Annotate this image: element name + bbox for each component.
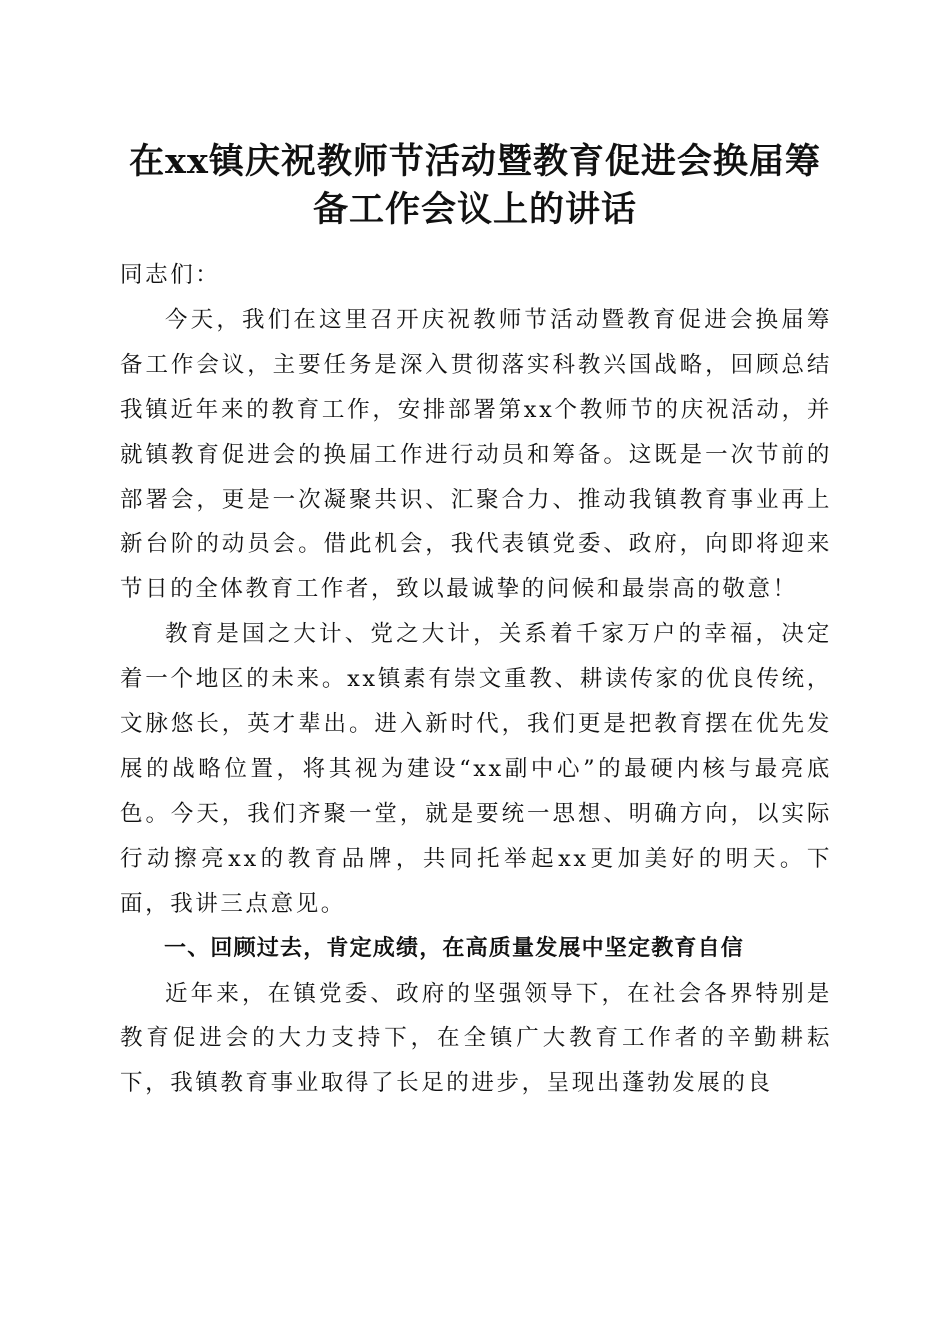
section-heading-1: 一、回顾过去，肯定成绩，在高质量发展中坚定教育自信: [164, 935, 745, 961]
salutation: 同志们：: [120, 262, 221, 288]
document-title: [110, 138, 840, 234]
document-body: [120, 253, 832, 1106]
paragraph-education-importance: 教育是国之大计、党之大计，关系着千家万户的幸福，决定着一个地区的未来。xx镇素有崇文重教、耕读传家的优良传统，文脉悠长，英才辈出。进入新时代，我们更是把教育摆在优先发展的战略位置，将其视为建设“xx副中心”的最硬内核与最亮底色。今天，我们齐聚一堂，就是要统一思想、明确方向，以实际行动擦亮xx的教育品牌，共同托举起xx更加美好的明天。下面，我讲三点意见。: [120, 621, 832, 917]
title-line-1: 在xx镇庆祝教师节活动暨教育促进会换届筹: [129, 141, 821, 182]
title-line-2: 备工作会议上的讲话: [312, 189, 637, 230]
paragraph-intro: 今天，我们在这里召开庆祝教师节活动暨教育促进会换届筹备工作会议，主要任务是深入贯彻落实科教兴国战略，回顾总结我镇近年来的教育工作，安排部署第xx个教师节的庆祝活动，并就镇教育促进会的换届工作进行动员和筹备。这既是一次节前的部署会，更是一次凝聚共识、汇聚合力、推动我镇教育事业再上新台阶的动员会。借此机会，我代表镇党委、政府，向即将迎来节日的全体教育工作者，致以最诚挚的问候和最崇高的敬意！: [120, 306, 832, 603]
paragraph-section-1: 近年来，在镇党委、政府的坚强领导下，在社会各界特别是教育促进会的大力支持下，在全镇广大教育工作者的辛勤耕耘下，我镇教育事业取得了长足的进步，呈现出蓬勃发展的良: [120, 980, 832, 1097]
